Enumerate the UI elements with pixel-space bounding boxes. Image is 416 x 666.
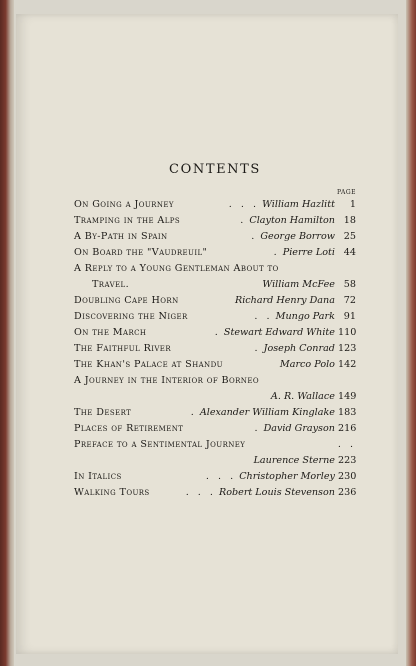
entry-page-number: 142 bbox=[338, 359, 357, 370]
leader-dots: . . bbox=[337, 439, 356, 450]
book-binding-left bbox=[0, 0, 14, 666]
entry-page-number: 123 bbox=[338, 343, 357, 354]
entry-page-number: 58 bbox=[343, 279, 356, 290]
leader-dots: . bbox=[251, 231, 258, 242]
entry-title: Tramping in the Alps bbox=[74, 215, 181, 226]
entry-author: Alexander William Kinglake bbox=[199, 407, 335, 418]
toc-entry bbox=[74, 341, 356, 357]
leader-dots: . bbox=[190, 407, 197, 418]
page-column-label: PAGE bbox=[337, 189, 356, 196]
toc-entry bbox=[74, 357, 356, 373]
entry-author: Robert Louis Stevenson bbox=[219, 487, 335, 498]
toc-entry-line-2 bbox=[74, 453, 356, 469]
entry-page-number: 110 bbox=[338, 327, 357, 338]
leader-dots: . bbox=[273, 247, 280, 258]
toc-entry bbox=[74, 325, 356, 341]
entry-title-line-2: Travel. bbox=[92, 279, 130, 290]
entry-author: Stewart Edward White bbox=[223, 327, 335, 338]
entry-author: Joseph Conrad bbox=[263, 343, 335, 354]
toc-entry bbox=[74, 309, 356, 325]
entry-author: Richard Henry Dana bbox=[235, 295, 335, 306]
leader-dots: . . . bbox=[205, 471, 237, 482]
entry-page-number: 149 bbox=[338, 391, 357, 402]
toc-entry bbox=[74, 197, 356, 213]
entry-page-number: 1 bbox=[349, 199, 356, 210]
toc-entry-line-1 bbox=[74, 261, 356, 277]
entry-title-line-1: A Reply to a Young Gentleman About to bbox=[74, 263, 279, 274]
entry-author: Laurence Sterne bbox=[253, 455, 335, 466]
entry-page-number: 236 bbox=[338, 487, 357, 498]
entry-title: A By-Path in Spain bbox=[74, 231, 168, 242]
entry-author: William Hazlitt bbox=[262, 199, 335, 210]
entry-author: William McFee bbox=[262, 279, 335, 290]
toc-entry bbox=[74, 229, 356, 245]
entry-author: Marco Polo bbox=[279, 359, 335, 370]
entry-title: In Italics bbox=[74, 471, 122, 482]
toc-entry bbox=[74, 485, 356, 501]
entry-page-number: 25 bbox=[343, 231, 356, 242]
entry-page-number: 44 bbox=[343, 247, 356, 258]
entry-page-number: 18 bbox=[343, 215, 356, 226]
leader-dots: . . bbox=[254, 311, 273, 322]
toc-entry bbox=[74, 213, 356, 229]
toc-entry-line-2 bbox=[74, 277, 356, 293]
entry-author: Mungo Park bbox=[275, 311, 335, 322]
entry-title: Walking Tours bbox=[74, 487, 150, 498]
leader-dots: . . . bbox=[228, 199, 260, 210]
entry-title: On the March bbox=[74, 327, 147, 338]
leader-dots: . bbox=[214, 327, 221, 338]
entry-page-number: 223 bbox=[338, 455, 357, 466]
leader-dots: . bbox=[240, 215, 247, 226]
entry-title: Doubling Cape Horn bbox=[74, 295, 179, 306]
book-page bbox=[16, 14, 398, 654]
entry-author: Christopher Morley bbox=[239, 471, 335, 482]
entry-page-number: 216 bbox=[338, 423, 357, 434]
entry-title: Places of Retirement bbox=[74, 423, 184, 434]
toc-entry bbox=[74, 245, 356, 261]
toc-entry bbox=[74, 405, 356, 421]
toc-entry-line-1 bbox=[74, 373, 356, 389]
entry-page-number: 72 bbox=[343, 295, 356, 306]
entry-title: On Board the "Vaudreuil" bbox=[74, 247, 208, 258]
toc-entry-line-2 bbox=[74, 389, 356, 405]
entry-title: The Faithful River bbox=[74, 343, 171, 354]
entry-title: Preface to a Sentimental Journey bbox=[74, 439, 246, 450]
entry-title: The Desert bbox=[74, 407, 132, 418]
toc-entry bbox=[74, 421, 356, 437]
entry-title: Discovering the Niger bbox=[74, 311, 188, 322]
entry-author: George Borrow bbox=[260, 231, 335, 242]
leader-dots: . . . bbox=[185, 487, 216, 498]
leader-dots: . bbox=[254, 423, 261, 434]
entry-author: Pierre Loti bbox=[282, 247, 335, 258]
entry-author: Clayton Hamilton bbox=[249, 215, 335, 226]
entry-title: A Journey in the Interior of Borneo bbox=[74, 375, 259, 386]
toc-entry bbox=[74, 469, 356, 485]
book-cover-edge-right bbox=[406, 0, 416, 666]
toc-entry bbox=[74, 293, 356, 309]
leader-dots: . bbox=[254, 343, 261, 354]
toc-entry-line-1 bbox=[74, 437, 356, 453]
entry-page-number: 183 bbox=[338, 407, 357, 418]
table-of-contents bbox=[74, 162, 356, 501]
entry-title: The Khan's Palace at Shandu bbox=[74, 359, 223, 370]
entry-author: David Grayson bbox=[263, 423, 335, 434]
entry-author: A. R. Wallace bbox=[270, 391, 335, 402]
entry-title: On Going a Journey bbox=[74, 199, 174, 210]
entry-page-number: 230 bbox=[338, 471, 357, 482]
contents-heading: CONTENTS bbox=[169, 162, 261, 177]
entry-page-number: 91 bbox=[343, 311, 356, 322]
